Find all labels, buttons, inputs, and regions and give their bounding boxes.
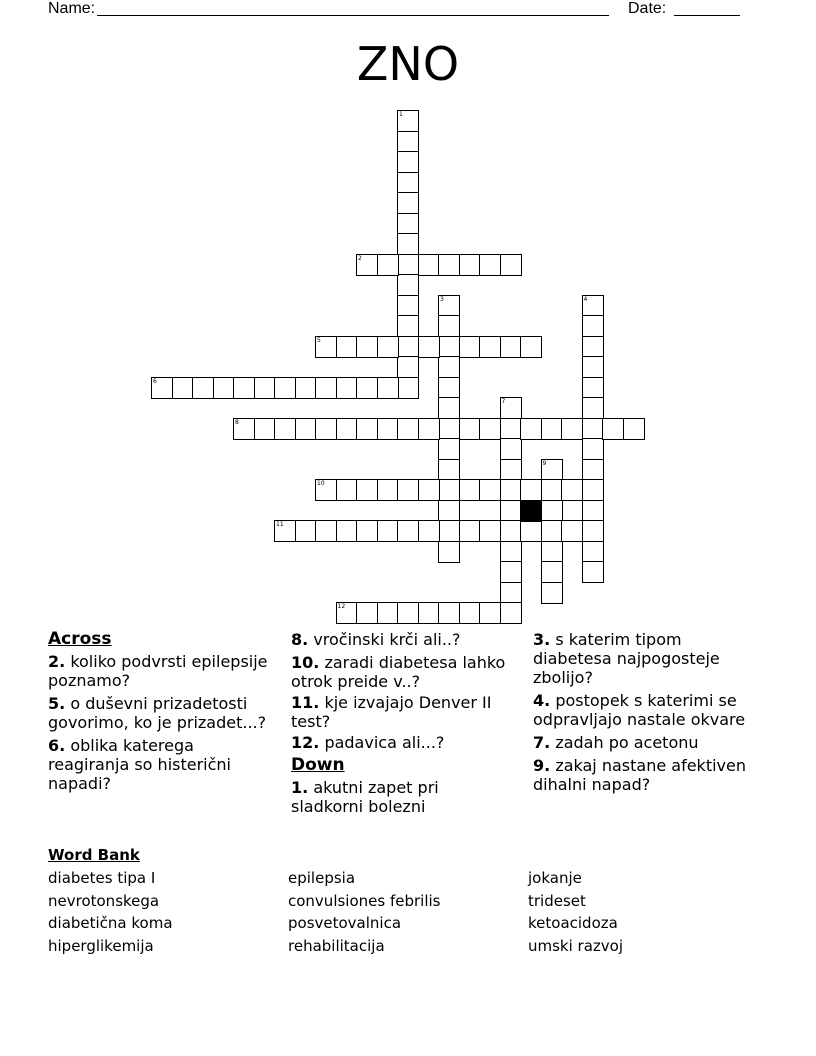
word-bank-item: posvetovalnica (288, 914, 402, 932)
clue-down-9: 9. zakaj nastane afektiven dihalni napad? (533, 756, 746, 794)
grid-cell[interactable] (418, 520, 440, 542)
grid-cell[interactable] (418, 479, 440, 501)
grid-cell[interactable] (459, 254, 481, 276)
grid-cell[interactable] (356, 377, 378, 399)
grid-cell[interactable] (582, 541, 604, 563)
grid-cell[interactable] (438, 459, 460, 481)
grid-cell[interactable] (397, 418, 419, 440)
clue-down-4: 4. postopek s katerimi se odpravljajo nastale okvare (533, 691, 746, 729)
grid-number-5: 5 (317, 336, 321, 344)
grid-cell[interactable] (479, 520, 501, 542)
grid-cell[interactable] (336, 520, 358, 542)
clue-across-5: 5. o duševni prizadetosti govorimo, ko je prizadet...? (48, 694, 267, 732)
word-bank-item: umski razvoj (528, 936, 624, 955)
clue-across-6: 6. oblika katerega reagiranja so histerični napadi? (48, 736, 231, 793)
grid-cell[interactable] (438, 602, 460, 624)
grid-cell[interactable] (479, 602, 501, 624)
grid-cell[interactable] (500, 254, 522, 276)
header-date-label: Date: (628, 0, 667, 17)
grid-cell[interactable] (438, 254, 460, 276)
grid-number-12: 12 (337, 603, 346, 610)
grid-cell[interactable] (500, 520, 522, 542)
word-bank-title: Word Bank (48, 846, 140, 864)
grid-cell[interactable] (336, 479, 358, 501)
grid-cell[interactable] (397, 336, 419, 358)
grid-cell[interactable] (356, 520, 378, 542)
grid-cell[interactable] (479, 336, 501, 358)
grid-cell[interactable] (356, 418, 378, 440)
word-bank-item: ketoacidoza (528, 914, 618, 932)
grid-cell[interactable] (438, 479, 460, 501)
grid-cell[interactable] (582, 418, 604, 440)
grid-cell[interactable] (397, 377, 419, 399)
grid-cell[interactable] (377, 254, 399, 276)
grid-number-2: 2 (358, 254, 362, 262)
grid-cell[interactable] (541, 582, 563, 604)
word-bank-item: diabetes tipa I (48, 869, 156, 887)
grid-cell[interactable] (418, 254, 440, 276)
grid-cell[interactable] (397, 172, 419, 194)
grid-cell[interactable] (397, 213, 419, 235)
grid-cell[interactable] (295, 377, 317, 399)
grid-cell[interactable] (377, 520, 399, 542)
grid-number-11: 11 (276, 521, 284, 528)
grid-cell[interactable] (500, 561, 522, 583)
grid-cell[interactable] (582, 500, 604, 522)
grid-cell[interactable] (418, 602, 440, 624)
header-name-label: Name: (48, 0, 96, 17)
grid-cell[interactable] (602, 418, 624, 440)
clue-across-8: 8. vročinski krči ali..? (291, 630, 461, 649)
grid-cell[interactable] (541, 520, 563, 542)
grid-black-cell (520, 500, 542, 522)
grid-cell[interactable] (213, 377, 235, 399)
grid-cell[interactable] (520, 418, 542, 440)
grid-cell[interactable] (274, 418, 296, 440)
grid-cell[interactable] (377, 377, 399, 399)
word-bank-item: convulsiones febrilis (288, 891, 441, 910)
clue-down-7: 7. zadah po acetonu (533, 733, 699, 752)
grid-cell[interactable] (254, 418, 276, 440)
grid-number-10: 10 (317, 480, 325, 487)
clue-across-11: 11. kje izvajajo Denver II test? (291, 693, 492, 731)
grid-cell[interactable] (561, 479, 583, 501)
grid-cell[interactable] (438, 438, 460, 460)
grid-cell[interactable] (459, 520, 481, 542)
clues-column-1 (48, 630, 280, 797)
grid-cell[interactable] (541, 500, 563, 522)
grid-cell[interactable] (582, 356, 604, 378)
grid-cell[interactable] (459, 602, 481, 624)
grid-cell[interactable] (397, 356, 419, 378)
grid-cell[interactable] (500, 602, 522, 624)
grid-cell[interactable] (377, 602, 399, 624)
grid-cell[interactable] (520, 336, 542, 358)
clue-across-2: 2. koliko podvrsti epilepsije poznamo? (48, 652, 268, 690)
grid-number-4: 4 (583, 295, 588, 303)
word-bank-column-3 (528, 867, 623, 957)
grid-cell[interactable] (336, 418, 358, 440)
grid-cell[interactable] (397, 254, 419, 276)
grid-cell[interactable] (397, 131, 419, 153)
grid-cell[interactable] (192, 377, 214, 399)
grid-cell[interactable] (623, 418, 645, 440)
clues-column-3 (533, 630, 765, 798)
clue-down-3: 3. s katerim tipom diabetesa najpogosteje zbolijo? (533, 630, 720, 687)
word-bank-column-2 (288, 867, 440, 957)
grid-number-6: 6 (153, 377, 157, 385)
grid-cell[interactable] (172, 377, 194, 399)
word-bank-item: diabetična koma (48, 914, 173, 932)
grid-cell[interactable] (438, 336, 460, 358)
grid-cell[interactable] (459, 418, 481, 440)
grid-number-8: 8 (235, 418, 239, 426)
clue-across-10: 10. zaradi diabetesa lahko otrok preide v..? (291, 653, 506, 691)
grid-cell[interactable] (397, 602, 419, 624)
word-bank-item: jokanje (528, 869, 582, 887)
grid-number-7: 7 (501, 398, 506, 405)
grid-cell[interactable] (295, 520, 317, 542)
grid-cell[interactable] (438, 541, 460, 563)
grid-cell[interactable] (315, 520, 337, 542)
grid-cell[interactable] (500, 459, 522, 481)
grid-cell[interactable] (397, 151, 419, 173)
grid-cell[interactable] (582, 479, 604, 501)
grid-cell[interactable] (233, 377, 255, 399)
grid-cell[interactable] (500, 438, 522, 460)
grid-cell[interactable] (418, 418, 440, 440)
word-bank-column-1 (48, 867, 173, 957)
grid-cell[interactable] (582, 438, 604, 460)
grid-cell[interactable] (397, 479, 419, 501)
grid-cell[interactable] (582, 520, 604, 542)
grid-cell[interactable] (459, 479, 481, 501)
grid-cell[interactable] (377, 418, 399, 440)
grid-cell[interactable] (438, 418, 460, 440)
grid-cell[interactable] (561, 520, 583, 542)
grid-cell[interactable] (459, 336, 481, 358)
word-bank-item: trideset (528, 891, 586, 910)
grid-cell[interactable] (582, 561, 604, 583)
grid-number-9: 9 (542, 459, 547, 467)
grid-cell[interactable] (582, 377, 604, 399)
grid-cell[interactable] (315, 418, 337, 440)
grid-cell[interactable] (418, 336, 440, 358)
word-bank-item: hiperglikemija (48, 936, 154, 955)
grid-cell[interactable] (479, 418, 501, 440)
grid-number-1: 1 (399, 111, 403, 118)
grid-cell[interactable] (336, 336, 358, 358)
clue-across-12: 12. padavica ali...? (291, 733, 445, 752)
word-bank-item: epilepsia (288, 869, 356, 887)
grid-cell[interactable] (315, 377, 337, 399)
clues-column-2 (291, 630, 513, 820)
across-heading: Across (48, 629, 112, 649)
word-bank-item: nevrotonskega (48, 891, 160, 910)
grid-cell[interactable] (295, 418, 317, 440)
grid-cell[interactable] (520, 520, 542, 542)
grid-cell[interactable] (500, 500, 522, 522)
grid-cell[interactable] (438, 500, 460, 522)
grid-cell[interactable] (356, 336, 378, 358)
grid-cell[interactable] (397, 233, 419, 255)
grid-cell[interactable] (438, 397, 460, 419)
grid-cell[interactable] (377, 479, 399, 501)
grid-cell[interactable] (500, 418, 522, 440)
grid-cell[interactable] (274, 377, 296, 399)
grid-cell[interactable] (438, 315, 460, 337)
grid-cell[interactable] (500, 582, 522, 604)
grid-number-3: 3 (440, 295, 444, 303)
grid-cell[interactable] (356, 479, 378, 501)
grid-cell[interactable] (397, 274, 419, 296)
down-heading: Down (291, 755, 345, 775)
grid-cell[interactable] (582, 315, 604, 337)
grid-cell[interactable] (336, 377, 358, 399)
grid-cell[interactable] (561, 418, 583, 440)
grid-cell[interactable] (397, 315, 419, 337)
grid-cell[interactable] (582, 336, 604, 358)
clue-down-1: 1. akutni zapet pri sladkorni bolezni (291, 778, 439, 816)
grid-cell[interactable] (582, 459, 604, 481)
grid-cell[interactable] (438, 377, 460, 399)
grid-cell[interactable] (541, 561, 563, 583)
grid-cell[interactable] (500, 479, 522, 501)
grid-cell[interactable] (582, 397, 604, 419)
puzzle-title: ZNO (356, 37, 460, 91)
grid-cell[interactable] (541, 418, 563, 440)
grid-cell[interactable] (397, 192, 419, 214)
grid-cell[interactable] (479, 479, 501, 501)
grid-cell[interactable] (438, 356, 460, 378)
grid-cell[interactable] (541, 541, 563, 563)
grid-cell[interactable] (438, 520, 460, 542)
grid-cell[interactable] (397, 295, 419, 317)
grid-cell[interactable] (377, 336, 399, 358)
grid-cell[interactable] (541, 479, 563, 501)
grid-cell[interactable] (500, 541, 522, 563)
grid-cell[interactable] (500, 336, 522, 358)
grid-cell[interactable] (479, 254, 501, 276)
grid-cell[interactable] (520, 479, 542, 501)
grid-cell[interactable] (254, 377, 276, 399)
grid-cell[interactable] (397, 520, 419, 542)
grid-cell[interactable] (356, 602, 378, 624)
word-bank-item: rehabilitacija (288, 936, 385, 955)
